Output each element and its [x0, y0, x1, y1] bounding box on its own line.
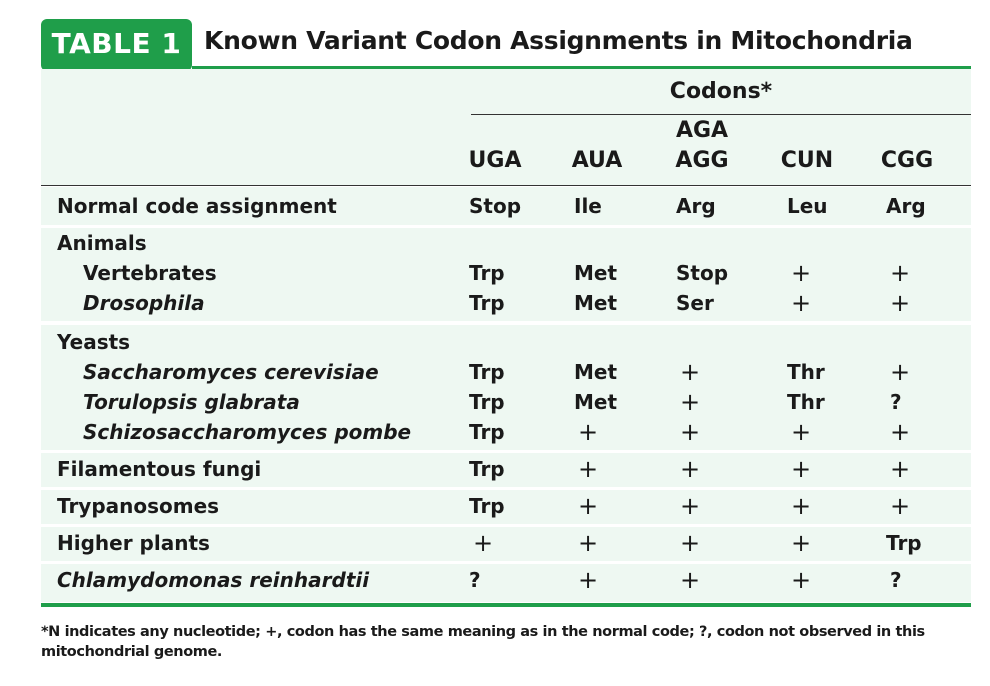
cell: +: [791, 529, 812, 557]
cell: +: [890, 259, 911, 287]
col-header-agg: AGG: [675, 148, 729, 173]
col-header-cun: CUN: [780, 148, 834, 173]
cell: Met: [574, 360, 618, 384]
table-row: [41, 417, 971, 447]
cell: +: [680, 529, 701, 557]
col-header-aga: AGA: [675, 118, 729, 143]
row-label: Higher plants: [57, 531, 210, 555]
cell: +: [578, 529, 599, 557]
cell: +: [680, 388, 701, 416]
table-row: [41, 387, 971, 417]
cell: +: [791, 289, 812, 317]
table-row: [41, 288, 971, 318]
cell: +: [791, 259, 812, 287]
col-header-uga: UGA: [468, 148, 522, 173]
cell: +: [680, 418, 701, 446]
row-label: Schizosaccharomyces pombe: [83, 420, 412, 444]
cell: +: [473, 529, 494, 557]
row-chlamydomonas: [41, 564, 971, 602]
row-trypanosomes: [41, 490, 971, 524]
group-animals: [41, 228, 971, 321]
cell: +: [680, 492, 701, 520]
cell: +: [578, 566, 599, 594]
normal-code-row: [41, 187, 971, 225]
cell: Ser: [676, 291, 714, 315]
cell: Arg: [886, 194, 926, 218]
table-row: [41, 357, 971, 387]
cell: +: [578, 492, 599, 520]
cell: +: [890, 289, 911, 317]
cell: Trp: [469, 261, 505, 285]
footnote: *N indicates any nucleotide; +, codon has the same meaning as in the normal code; ?, codon not observed in this mitochondrial genome.: [41, 624, 925, 660]
row-label: Filamentous fungi: [57, 457, 262, 481]
row-label: Torulopsis glabrata: [83, 390, 300, 414]
cell: Trp: [469, 360, 505, 384]
row-label: Trypanosomes: [57, 494, 220, 518]
cell: Thr: [787, 390, 825, 414]
cell: Trp: [469, 291, 505, 315]
cell: Leu: [787, 194, 828, 218]
cell: +: [890, 492, 911, 520]
cell: +: [890, 358, 911, 386]
table-number-badge: TABLE 1: [41, 19, 192, 71]
row-label: Vertebrates: [83, 261, 217, 285]
cell: +: [791, 566, 812, 594]
cell: Trp: [469, 457, 505, 481]
cell: Stop: [676, 261, 729, 285]
row-label: Drosophila: [83, 291, 205, 315]
cell: Arg: [676, 194, 716, 218]
cell: +: [890, 418, 911, 446]
codons-rule: [471, 114, 971, 115]
cell: Met: [574, 261, 618, 285]
cell: +: [680, 566, 701, 594]
cell: Ile: [574, 194, 602, 218]
row-label: Chlamydomonas reinhardtii: [57, 568, 370, 592]
header-rule: [41, 185, 971, 186]
col-header-aua: AUA: [571, 148, 623, 173]
cell: ?: [890, 568, 902, 592]
group-label: Animals: [57, 231, 147, 255]
cell: ?: [890, 390, 902, 414]
cell: +: [680, 455, 701, 483]
group-label: Yeasts: [57, 330, 131, 354]
cell: +: [890, 455, 911, 483]
cell: +: [578, 455, 599, 483]
cell: Met: [574, 291, 618, 315]
cell: Trp: [469, 390, 505, 414]
table-title: Known Variant Codon Assignments in Mitochondria: [204, 26, 913, 55]
cell: Trp: [886, 531, 922, 555]
cell: +: [791, 418, 812, 446]
row-filamentous-fungi: [41, 453, 971, 487]
row-higher-plants: [41, 527, 971, 561]
cell: ?: [469, 568, 481, 592]
cell: Thr: [787, 360, 825, 384]
row-label: Saccharomyces cerevisiae: [83, 360, 379, 384]
row-label: Normal code assignment: [57, 194, 337, 218]
col-header-cgg: CGG: [880, 148, 934, 173]
cell: +: [680, 358, 701, 386]
cell: Trp: [469, 420, 505, 444]
cell: +: [791, 492, 812, 520]
cell: Trp: [469, 494, 505, 518]
cell: Stop: [469, 194, 522, 218]
cell: Met: [574, 390, 618, 414]
codons-spanning-header: Codons*: [669, 79, 773, 104]
cell: +: [791, 455, 812, 483]
table-bottom-rule: [41, 603, 971, 607]
group-yeasts: [41, 325, 971, 450]
table-row: [41, 258, 971, 288]
cell: +: [578, 418, 599, 446]
